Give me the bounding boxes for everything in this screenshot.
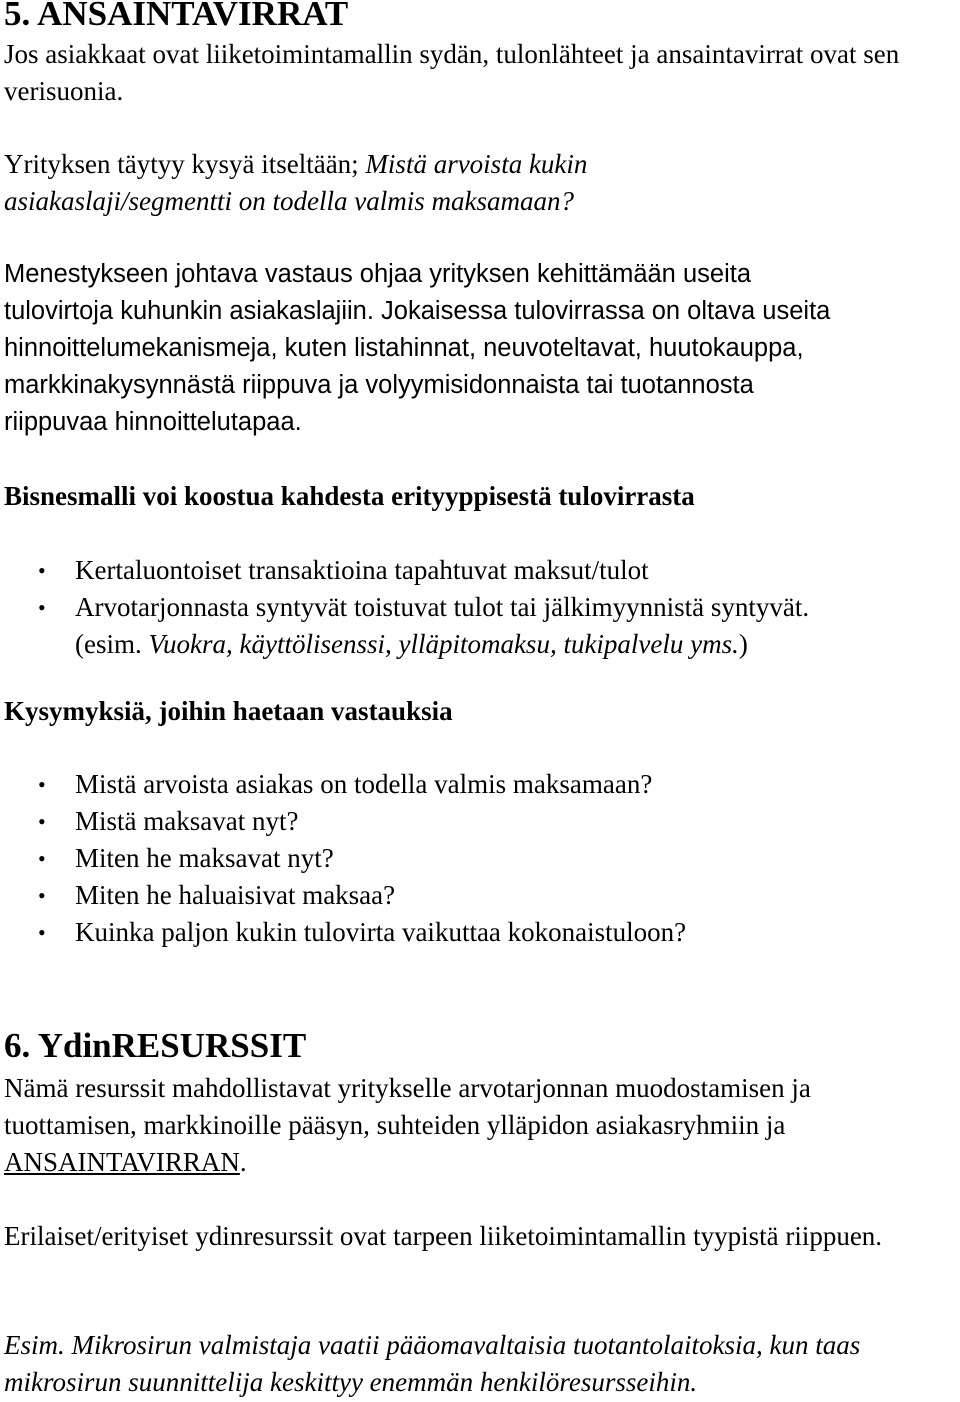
bullet-icon: • xyxy=(38,920,46,945)
list-item xyxy=(4,766,958,803)
bullet-icon: • xyxy=(38,558,46,583)
section-6-para: Erilaiset/erityiset ydinresurssit ovat tarpeen liiketoimintamallin tyypistä riippuen. xyxy=(4,1221,883,1251)
list-item-text: Kuinka paljon kukin tulovirta vaikuttaa kokonaistuloon? xyxy=(75,917,687,947)
list-item-paren-open: (esim. xyxy=(75,629,149,659)
question-italic: Mistä arvoista kukin asiakaslaji/segmentti on todella valmis maksamaan? xyxy=(4,149,588,216)
list-item-paren-close: ) xyxy=(738,629,748,659)
body-line: Menestykseen johtava vastaus ohjaa yrityksen kehittämään useita xyxy=(4,260,751,288)
list-item xyxy=(4,803,958,840)
section-5-title: 5. ANSAINTAVIRRAT xyxy=(4,0,349,33)
list-item xyxy=(4,552,958,589)
list-item-text: Miten he haluaisivat maksaa? xyxy=(75,880,396,910)
list-item-text: Arvotarjonnasta syntyvät toistuvat tulot tai jälkimyynnistä syntyvät. xyxy=(75,592,810,622)
list-item xyxy=(4,840,958,877)
bullet-icon: • xyxy=(38,846,46,871)
section-6-intro xyxy=(4,1070,958,1181)
streams-list xyxy=(4,552,958,663)
section-6-title: 6. YdinRESURSSIT xyxy=(4,1026,307,1065)
list-item-italic: Vuokra, käyttölisenssi, ylläpitomaksu, tukipalvelu yms. xyxy=(148,629,739,659)
body-line: hinnoittelumekanismeja, kuten listahinnat, neuvoteltavat, huutokauppa, xyxy=(4,334,804,362)
list-item-text: Kertaluontoiset transaktioina tapahtuvat maksut/tulot xyxy=(75,555,649,585)
intro-line: Nämä resurssit mahdollistavat yritykselle arvotarjonnan muodostamisen ja xyxy=(4,1073,811,1103)
list-item xyxy=(4,914,958,951)
list-item xyxy=(4,589,958,663)
intro-end: . xyxy=(239,1147,247,1177)
body-line: riippuvaa hinnoittelutapaa. xyxy=(4,408,302,436)
bullet-icon: • xyxy=(38,883,46,908)
body-line: tulovirtoja kuhunkin asiakaslajiin. Jokaisessa tulovirrassa on oltava useita xyxy=(4,297,831,325)
list-item-text: Mistä maksavat nyt? xyxy=(75,806,299,836)
questions-list xyxy=(4,766,958,951)
body-line: markkinakysynnästä riippuva ja volyymisidonnaista tai tuotannosta xyxy=(4,371,754,399)
intro-line xyxy=(4,1144,958,1181)
section-6-example: Esim. Mikrosirun valmistaja vaatii pääomavaltaisia tuotantolaitoksia, kun taas mikrosirun suunnittelija keskittyy enemmän henkilöresursseihin. xyxy=(4,1330,861,1397)
section-5-body xyxy=(4,256,958,441)
bullet-icon: • xyxy=(38,809,46,834)
list-item-text: Miten he maksavat nyt? xyxy=(75,843,334,873)
streams-heading: Bisnesmalli voi koostua kahdesta erityyppisestä tulovirrasta xyxy=(4,481,695,511)
list-item xyxy=(4,877,958,914)
question-lead: Yrityksen täytyy kysyä itseltään; xyxy=(4,149,366,179)
section-5-intro: Jos asiakkaat ovat liiketoimintamallin sydän, tulonlähteet ja ansaintavirrat ovat sen verisuonia. xyxy=(4,39,900,106)
ansaintavirran-link[interactable]: ANSAINTAVIRRAN xyxy=(4,1147,240,1177)
list-item-text: Mistä arvoista asiakas on todella valmis maksamaan? xyxy=(75,769,653,799)
intro-line: tuottamisen, markkinoille pääsyn, suhteiden ylläpidon asiakasryhmiin ja xyxy=(4,1110,786,1140)
questions-heading: Kysymyksiä, joihin haetaan vastauksia xyxy=(4,696,453,726)
bullet-icon: • xyxy=(38,595,46,620)
section-5-question xyxy=(4,146,724,220)
bullet-icon: • xyxy=(38,772,46,797)
